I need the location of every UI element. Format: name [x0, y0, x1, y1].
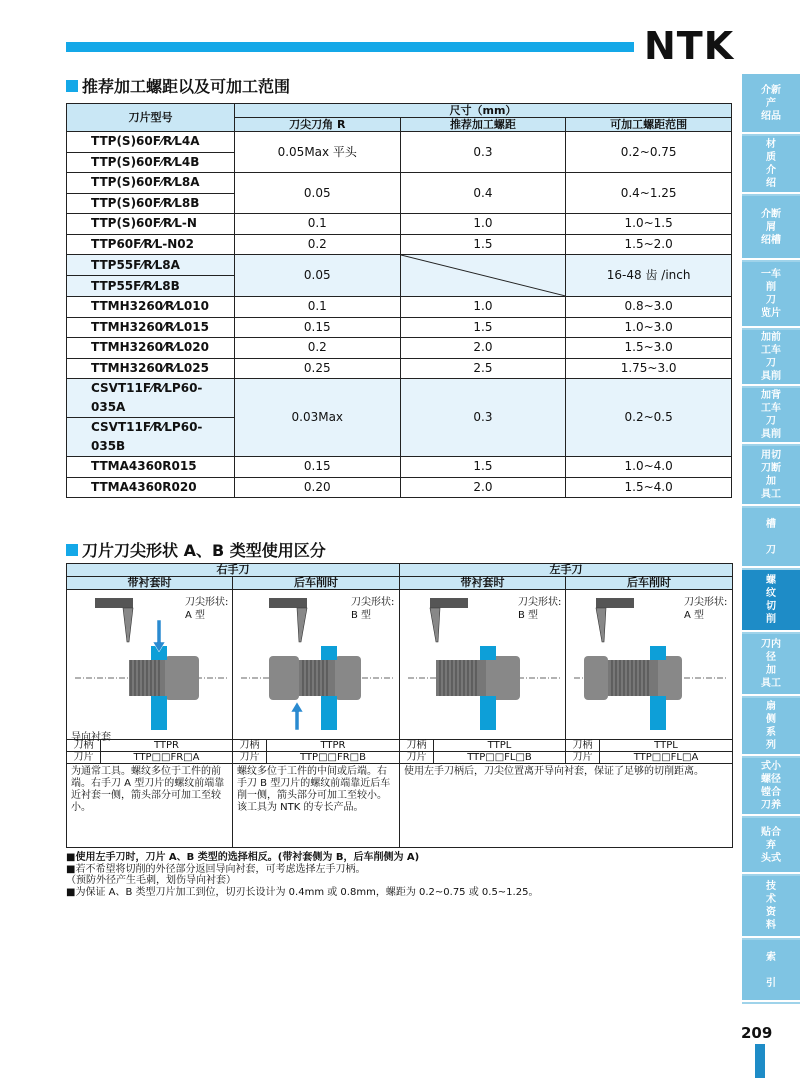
header-pitch: 推荐加工螺距: [400, 118, 566, 132]
model-cell: TTP(S)60F⁄R⁄L8B: [67, 193, 235, 214]
model-cell: TTMA4360R020: [67, 477, 235, 498]
tip-shape-label: 刀尖形状:: [185, 597, 229, 608]
range-cell: 1.5~3.0: [566, 338, 732, 359]
pitch-cell: 1.5: [400, 234, 566, 255]
insert-label: 刀片: [566, 752, 600, 764]
pitch-cell: 2.0: [400, 477, 566, 498]
range-cell: 1.75~3.0: [566, 358, 732, 379]
sidebar-item-9[interactable]: 螺 纹 切 削: [742, 570, 800, 632]
model-cell: TTP55F⁄R⁄L8A: [67, 255, 235, 276]
range-cell: 0.2~0.75: [566, 132, 732, 173]
range-cell: 1.0~3.0: [566, 317, 732, 338]
header-range: 可加工螺距范围: [566, 118, 732, 132]
insert-code: TTP□□FR□B: [267, 752, 400, 764]
tip-type-label: B 型: [351, 610, 372, 621]
pitch-cell: 1.5: [400, 317, 566, 338]
model-cell: TTMH3260⁄R⁄L010: [67, 297, 235, 318]
with-sleeve-header: 带衬套时: [400, 577, 566, 590]
radius-cell: 0.05: [234, 255, 400, 297]
header-model: 刀片型号: [67, 104, 235, 132]
square-bullet-icon: [66, 544, 78, 556]
tip-type-label: A 型: [684, 610, 705, 621]
back-turning-header: 后车削时: [566, 577, 733, 590]
model-cell: TTMH3260⁄R⁄L020: [67, 338, 235, 359]
right-hand-header: 右手刀: [67, 564, 400, 577]
range-cell: 1.5~4.0: [566, 477, 732, 498]
insert-label: 刀片: [67, 752, 101, 764]
range-cell: 1.0~1.5: [566, 214, 732, 235]
holder-label: 刀柄: [400, 740, 434, 752]
radius-cell: 0.1: [234, 297, 400, 318]
holder-value: TTPL: [600, 740, 733, 752]
notes-block: [66, 852, 736, 898]
tip-shape-label: 刀尖形状:: [351, 597, 395, 608]
sidebar-stub: [755, 1044, 765, 1078]
radius-cell: 0.25: [234, 358, 400, 379]
sidebar-item-1[interactable]: 介新 产 绍品: [742, 74, 800, 134]
pitch-cell-empty: [400, 255, 566, 297]
insert-label: 刀片: [233, 752, 267, 764]
usage-table: [66, 563, 733, 848]
left-hand-header: 左手刀: [400, 564, 733, 577]
insert-code: TTP□□FR□A: [101, 752, 233, 764]
range-cell: 0.8~3.0: [566, 297, 732, 318]
description-right-back: 螺纹多位于工件的中间或后端。右手刀 B 型刀片的螺纹前端靠近后车削一侧，箭头部分可加工至较小。该工具为 NTK 的专长产品。: [233, 764, 400, 848]
sidebar-item-8[interactable]: 槽 刀: [742, 508, 800, 568]
model-cell: TTP(S)60F⁄R⁄L8A: [67, 173, 235, 194]
sidebar-item-15[interactable]: 索 引: [742, 940, 800, 1002]
model-cell: CSVT11F⁄R⁄LP60-035A: [67, 379, 235, 418]
range-cell: 16-48 齿 /inch: [566, 255, 732, 297]
diagram-right-back: [233, 590, 400, 740]
note-line: ■使用左手刀时，刀片 A、B 类型的选择相反。(带衬套侧为 B，后车削侧为 A): [66, 852, 420, 863]
sidebar-item-10[interactable]: 刀内 径 加 具工: [742, 634, 800, 696]
diagram-right-sleeve: [67, 590, 233, 743]
back-turning-header: 后车削时: [233, 577, 400, 590]
sidebar-item-7[interactable]: 用切 刀断 加 具工: [742, 446, 800, 506]
header-radius: 刀尖刀角 R: [234, 118, 400, 132]
insert-code: TTP□□FL□A: [600, 752, 733, 764]
radius-cell: 0.05: [234, 173, 400, 214]
page-number: 209: [741, 1024, 773, 1042]
radius-cell: 0.15: [234, 317, 400, 338]
section-title-pitch: 推荐加工螺距以及可加工范围: [66, 74, 290, 97]
model-cell: TTP(S)60F⁄R⁄L-N: [67, 214, 235, 235]
description-left-hand: 使用左手刀柄后，刀尖位置离开导向衬套，保证了足够的切削距离。: [400, 764, 733, 848]
sidebar-item-13[interactable]: 贴合 弃 头式: [742, 818, 800, 874]
radius-cell: 0.2: [234, 338, 400, 359]
range-cell: 1.5~2.0: [566, 234, 732, 255]
model-cell: TTP60F⁄R⁄L-N02: [67, 234, 235, 255]
pitch-cell: 1.5: [400, 457, 566, 478]
pitch-spec-table: [66, 103, 732, 498]
holder-value: TTPR: [267, 740, 400, 752]
note-line: （预防外径产生毛刺，划伤导向衬套）: [66, 875, 236, 886]
range-cell: 0.4~1.25: [566, 173, 732, 214]
note-line: ■为保证 A、B 类型刀片加工到位，切刃长设计为 0.4mm 或 0.8mm，螺距为 0.2~0.75 或 0.5~1.25。: [66, 886, 539, 898]
pitch-cell: 1.0: [400, 297, 566, 318]
sidebar-item-2[interactable]: 材 质 介 绍: [742, 136, 800, 194]
radius-cell: 0.03Max: [234, 379, 400, 457]
diagram-left-back: [566, 590, 733, 740]
sidebar-item-6[interactable]: 加背 工车 刀 具削: [742, 388, 800, 444]
model-cell: TTMH3260⁄R⁄L015: [67, 317, 235, 338]
tip-shape-label: 刀尖形状:: [684, 597, 728, 608]
radius-cell: 0.2: [234, 234, 400, 255]
range-cell: 1.0~4.0: [566, 457, 732, 478]
insert-label: 刀片: [400, 752, 434, 764]
model-cell: TTP(S)60F⁄R⁄L4B: [67, 152, 235, 173]
radius-cell: 0.15: [234, 457, 400, 478]
model-cell: TTP(S)60F⁄R⁄L4A: [67, 132, 235, 153]
sidebar-item-12[interactable]: 式小 螺径 镗合 刀养: [742, 758, 800, 816]
holder-label: 刀柄: [67, 740, 101, 752]
pitch-cell: 1.0: [400, 214, 566, 235]
model-cell: TTMH3260⁄R⁄L025: [67, 358, 235, 379]
pitch-cell: 2.5: [400, 358, 566, 379]
model-cell: TTMA4360R015: [67, 457, 235, 478]
guide-sleeve-label: 导向衬套: [71, 732, 111, 743]
holder-value: TTPL: [434, 740, 566, 752]
with-sleeve-header: 带衬套时: [67, 577, 233, 590]
pitch-cell: 0.3: [400, 132, 566, 173]
header-size: 尺寸（mm）: [234, 104, 731, 118]
sidebar-item-4[interactable]: 一车 削 刀 览片: [742, 262, 800, 328]
holder-label: 刀柄: [566, 740, 600, 752]
sidebar-item-3[interactable]: 介断 屑 绍槽: [742, 196, 800, 260]
ntk-logo: NTK: [644, 24, 735, 68]
tip-type-label: B 型: [518, 610, 539, 621]
sidebar-item-11[interactable]: 扇 侧 系 列: [742, 698, 800, 756]
insert-code: TTP□□FL□B: [434, 752, 566, 764]
model-cell: CSVT11F⁄R⁄LP60-035B: [67, 418, 235, 457]
pitch-cell: 2.0: [400, 338, 566, 359]
square-bullet-icon: [66, 80, 78, 92]
pitch-cell: 0.4: [400, 173, 566, 214]
range-cell: 0.2~0.5: [566, 379, 732, 457]
tip-type-label: A 型: [185, 610, 206, 621]
holder-label: 刀柄: [233, 740, 267, 752]
description-right-sleeve: 为通常工具。螺纹多位于工件的前端。右手刀 A 型刀片的螺纹前端靠近衬套一侧，箭头部分可加工至较小。: [67, 764, 233, 848]
sidebar-item-5[interactable]: 加前 工车 刀 具削: [742, 330, 800, 386]
model-cell: TTP55F⁄R⁄L8B: [67, 276, 235, 297]
holder-value: TTPR: [101, 740, 233, 752]
radius-cell: 0.05Max 平头: [234, 132, 400, 173]
diagonal-slash: [401, 255, 566, 296]
diagram-left-sleeve: [400, 590, 566, 740]
section-title-usage: 刀片刀尖形状 A、B 类型使用区分: [66, 538, 326, 561]
radius-cell: 0.20: [234, 477, 400, 498]
tip-shape-label: 刀尖形状:: [518, 597, 562, 608]
pitch-cell: 0.3: [400, 379, 566, 457]
sidebar-item-14[interactable]: 技 术 资 料: [742, 876, 800, 938]
note-line: ■若不希望将切削的外径部分返回导向衬套，可考虑选择左手刀柄。: [66, 863, 366, 875]
top-accent-bar: [66, 42, 634, 52]
radius-cell: 0.1: [234, 214, 400, 235]
